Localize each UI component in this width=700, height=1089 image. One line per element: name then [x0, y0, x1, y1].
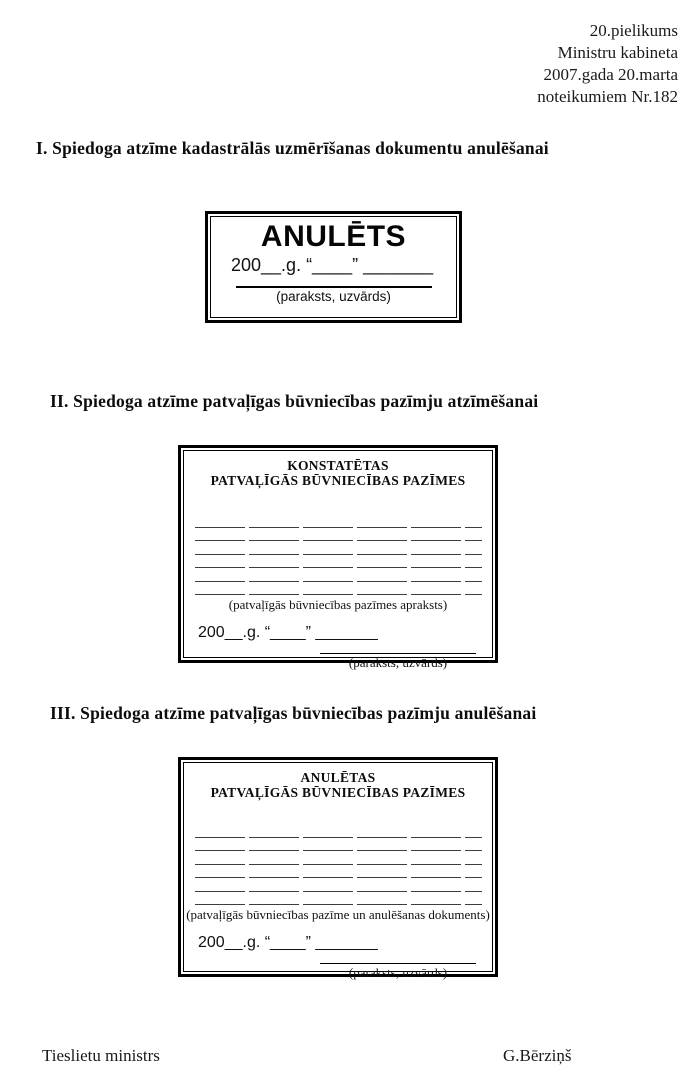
- signature-caption: (paraksts, uzvārds): [348, 655, 448, 670]
- stamp-title-line-2: PATVAĻĪGĀS BŪVNIECĪBAS PAZĪMES: [210, 473, 466, 488]
- stamp-date-line: 200__.g. “____” _______: [198, 934, 378, 951]
- section-1-heading: I. Spiedoga atzīme kadastrālās uzmērīšanas dokumentu anulēšanai: [36, 138, 549, 158]
- stamp-detected-signs-inner-border: [183, 450, 493, 670]
- description-caption: (patvaļīgās būvniecības pazīmes apraksts): [228, 597, 448, 612]
- signature-line: [236, 286, 432, 288]
- stamp-title-line-2: PATVAĻĪGĀS BŪVNIECĪBAS PAZĪMES: [210, 785, 466, 800]
- blank-ruled-line: [195, 824, 482, 838]
- stamp-annulled-signature-block: [236, 286, 432, 304]
- stamp-date-line: 200__.g. “____” _______: [198, 624, 378, 641]
- signature-caption: (paraksts, uzvārds): [276, 289, 391, 304]
- blank-ruled-line: [195, 514, 482, 528]
- minister-name: G.Bērziņš: [503, 1046, 572, 1065]
- stamp-annulled-inner-border: [210, 216, 457, 318]
- blank-ruled-line: [195, 568, 482, 582]
- blank-ruled-line: [195, 892, 482, 906]
- annex-reference: [537, 20, 678, 108]
- stamp-annulled-title: ANULĒTS: [260, 220, 407, 253]
- stamp-annulled-box: [205, 211, 462, 323]
- blank-ruled-line: [195, 528, 482, 542]
- stamp-annulled-signs-title: [184, 770, 492, 800]
- stamp-title-line-1: ANULĒTAS: [300, 770, 376, 785]
- blank-ruled-line: [195, 582, 482, 596]
- signature-block: [320, 653, 476, 671]
- stamp-annulled-signs-box: [178, 757, 498, 980]
- minister-title: Tieslietu ministrs: [42, 1046, 160, 1065]
- description-caption: (patvaļīgās būvniecības pazīme un anulēšanas dokuments): [186, 907, 490, 922]
- blank-ruled-line: [195, 865, 482, 879]
- blank-ruled-line: [195, 851, 482, 865]
- blank-ruled-lines: [195, 514, 482, 595]
- signature-line: [320, 963, 476, 964]
- annex-issuer: Ministru kabineta: [557, 43, 678, 62]
- signature-block: [320, 963, 476, 981]
- stamp-annulled-date-line: 200__.g. “____” _______: [231, 255, 434, 275]
- signature-line: [320, 653, 476, 654]
- blank-ruled-line: [195, 555, 482, 569]
- blank-ruled-lines: [195, 824, 482, 905]
- blank-ruled-line: [195, 541, 482, 555]
- section-3-heading: III. Spiedoga atzīme patvaļīgas būvniecības pazīmju anulēšanai: [50, 703, 537, 723]
- annex-date: 2007.gada 20.marta: [543, 65, 678, 84]
- stamp-detected-signs-title: [184, 458, 492, 488]
- stamp-title-line-1: KONSTATĒTAS: [287, 458, 389, 473]
- blank-ruled-line: [195, 838, 482, 852]
- annex-regulation-number: noteikumiem Nr.182: [537, 87, 678, 106]
- annex-number: 20.pielikums: [589, 21, 678, 40]
- blank-ruled-line: [195, 878, 482, 892]
- stamp-detected-signs-box: [178, 445, 498, 670]
- signature-caption: (paraksts, uzvārds): [348, 965, 448, 980]
- section-2-heading: II. Spiedoga atzīme patvaļīgas būvniecības pazīmju atzīmēšanai: [50, 391, 539, 411]
- stamp-annulled-signs-inner-border: [183, 762, 493, 980]
